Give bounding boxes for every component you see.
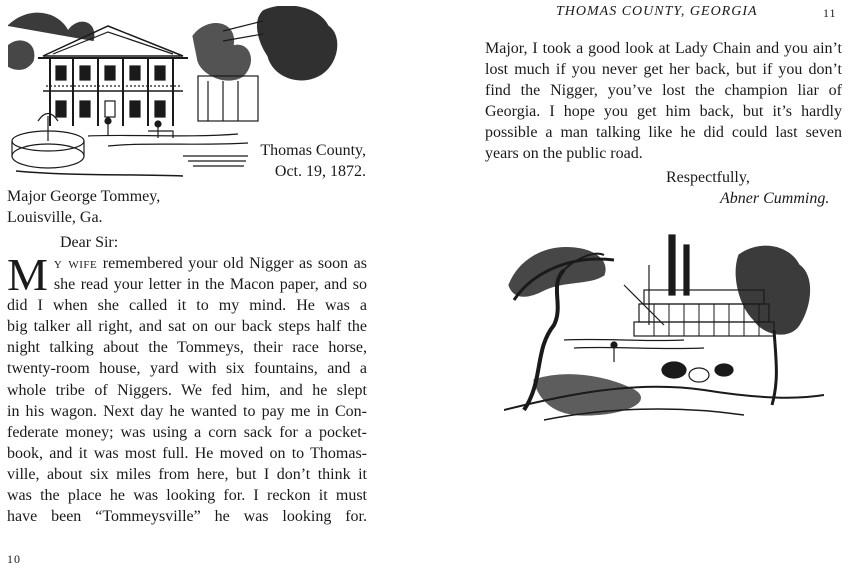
running-head: THOMAS COUNTY, GEORGIA	[556, 4, 758, 19]
closing: Respectfully,	[666, 169, 750, 186]
body-line: years on the public road.	[485, 145, 643, 163]
addressee-block	[7, 186, 160, 228]
body-line: did I when she called it to my mind. He was a	[7, 297, 367, 315]
signature: Abner Cumming.	[720, 190, 830, 207]
body-line: find the Nigger, you’ve lost the champion liar of	[485, 82, 842, 100]
body-line: book, and it was most full. He moved on to Thomas-	[7, 444, 367, 462]
dateline-place: Thomas County,	[260, 142, 366, 159]
body-line: federate money; was using a corn sack for a pocket-	[7, 423, 367, 441]
body-line: possible a man talking like he did could last seven	[485, 124, 842, 142]
body-line: have been “Tommeysville” he was looking for.	[7, 508, 367, 526]
body-line: Georgia. I hope you get him back, but it’s hardly	[485, 103, 842, 121]
body-line: twenty-room house, yard with six fountains, and a	[7, 360, 367, 378]
letter-body-left	[7, 249, 367, 527]
body-line: lost much if you never get her back, but if you don’t	[485, 61, 842, 79]
steamboat-drawing	[504, 230, 824, 430]
body-line: in his wagon. Next day he wanted to pay me in Con-	[7, 402, 367, 420]
body-line: ville, about six miles from here, but I don’t think it	[7, 465, 367, 483]
letter-body-right	[485, 38, 842, 165]
addressee-place: Louisville, Ga.	[7, 209, 103, 226]
body-line: big talker all right, and sat on our back steps half the	[7, 318, 367, 336]
page-number-left: 10	[7, 552, 21, 566]
lead-smallcaps: y wife	[53, 255, 98, 272]
body-line: Major, I took a good look at Lady Chain and you ain’t	[485, 40, 842, 57]
addressee-name: Major George Tommey,	[7, 188, 161, 205]
page-number-right: 11	[823, 6, 837, 20]
steamboat-illustration	[504, 230, 824, 430]
right-page	[424, 0, 848, 571]
dateline	[246, 140, 366, 182]
body-line: night talking about the Tommeys, their race horse,	[7, 339, 367, 357]
body-line: whole tribe of Niggers. We fed him, and he slept	[7, 381, 367, 399]
body-line-text: remembered your old Nigger as soon as	[97, 255, 367, 272]
body-line: was the place he was looking for. I reckon it must	[7, 487, 367, 505]
drop-cap: M	[7, 249, 48, 300]
salutation: Dear Sir:	[60, 234, 119, 251]
dateline-date: Oct. 19, 1872.	[274, 163, 366, 180]
body-line: she read your letter in the Macon paper, and so	[53, 276, 367, 294]
body-line	[7, 253, 367, 274]
